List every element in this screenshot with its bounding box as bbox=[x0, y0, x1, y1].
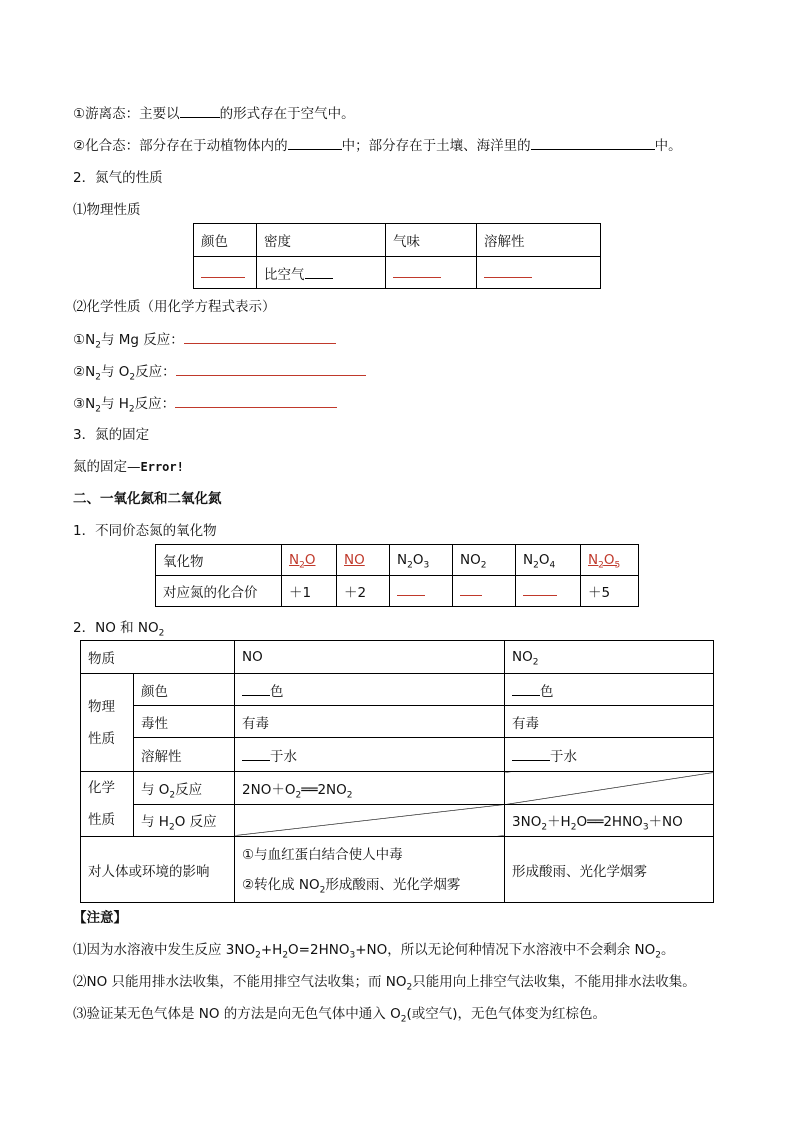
no-no2-table bbox=[80, 640, 714, 903]
label: 与 H bbox=[100, 396, 129, 412]
note-part: ⑵NO 只能用排水法收集，不能用排空气法收集；而 NO bbox=[73, 974, 407, 990]
subscript: 2 bbox=[406, 982, 413, 993]
free-state-text-end: 的形式存在于空气中。 bbox=[219, 106, 355, 122]
error-text: Error! bbox=[140, 460, 184, 474]
impact-label: 对人体或环境的影响 bbox=[81, 837, 235, 903]
eq-part: ＋NO bbox=[648, 814, 683, 831]
no2-h2o-equation bbox=[505, 804, 714, 837]
note-part: O=2HNO bbox=[288, 942, 350, 958]
fill-blank[interactable] bbox=[201, 264, 245, 278]
label-line: 性质 bbox=[88, 730, 115, 747]
formula-part: O bbox=[304, 552, 316, 568]
label-part: O 反应 bbox=[174, 814, 217, 831]
note-part: +NO，所以无论何种情况下水溶液中不会剩余 NO bbox=[355, 942, 656, 958]
subscript: 4 bbox=[549, 560, 556, 571]
no-solubility bbox=[235, 738, 505, 772]
row-label-valence: 对应氮的化合价 bbox=[156, 576, 282, 607]
no-o2-equation bbox=[235, 772, 505, 805]
no2-o2-empty bbox=[505, 772, 714, 805]
valence-n2o5: ＋5 bbox=[581, 576, 639, 607]
n2o5-formula bbox=[588, 552, 621, 571]
subscript: 3 bbox=[642, 822, 649, 833]
subscript: 2 bbox=[346, 790, 353, 801]
subscript: 2 bbox=[168, 822, 175, 833]
subscript: 2 bbox=[533, 560, 539, 571]
subscript: 2 bbox=[407, 560, 413, 571]
note-part: 。 bbox=[660, 942, 675, 958]
fill-blank[interactable] bbox=[180, 104, 220, 118]
eq-part: O══2HNO bbox=[576, 814, 643, 831]
subscript: 2 bbox=[255, 950, 261, 961]
subscript: 2 bbox=[480, 560, 487, 571]
subscript: 2 bbox=[541, 822, 548, 833]
subscript: 2 bbox=[282, 950, 289, 961]
no2-solubility bbox=[505, 738, 714, 772]
n2-mg-line bbox=[73, 330, 336, 349]
label-line: 化学 bbox=[88, 780, 115, 796]
subscript: 2 bbox=[570, 822, 577, 833]
formula-part: N bbox=[588, 552, 599, 568]
label: ①N bbox=[73, 332, 96, 348]
eq-part: 3NO bbox=[512, 814, 542, 831]
fill-blank[interactable] bbox=[305, 265, 333, 279]
subscript: 2 bbox=[655, 950, 661, 961]
fill-blank[interactable] bbox=[393, 264, 441, 278]
fill-blank[interactable] bbox=[531, 136, 655, 150]
section-heading-n2-properties: 2．氮气的性质 bbox=[73, 170, 163, 186]
formula-part: O bbox=[538, 552, 550, 568]
combined-state-line bbox=[73, 136, 682, 155]
no-color bbox=[235, 674, 505, 706]
odor-cell bbox=[386, 257, 477, 289]
no2-toxicity: 有毒 bbox=[505, 706, 714, 738]
header-density: 密度 bbox=[257, 224, 386, 257]
subscript: 2 bbox=[400, 1014, 407, 1025]
formula-part: N bbox=[289, 552, 300, 568]
label: 与 O bbox=[100, 364, 130, 380]
subscript: 2 bbox=[95, 340, 101, 351]
label-line: 性质 bbox=[88, 812, 115, 828]
oxide-n2o3 bbox=[390, 545, 453, 576]
toxicity-label: 毒性 bbox=[134, 706, 235, 738]
label-part: 与 O bbox=[141, 781, 170, 798]
fill-blank[interactable] bbox=[460, 582, 482, 596]
section-heading-fixation: 3．氮的固定 bbox=[73, 427, 150, 443]
formula-part: NO bbox=[460, 552, 481, 568]
formula-part: N bbox=[523, 552, 534, 568]
subscript: 5 bbox=[614, 560, 621, 571]
n2-o2-line bbox=[73, 362, 366, 381]
suffix: 色 bbox=[540, 683, 554, 700]
fill-blank[interactable] bbox=[176, 362, 366, 376]
header-odor: 气味 bbox=[386, 224, 477, 257]
subscript: 2 bbox=[95, 372, 101, 383]
no-h2o-empty bbox=[235, 804, 505, 837]
valence-no2 bbox=[453, 576, 516, 607]
notes-title: 【注意】 bbox=[73, 910, 127, 926]
subscript: 2 bbox=[532, 657, 539, 668]
no-impact bbox=[235, 837, 505, 903]
note-3 bbox=[73, 1005, 606, 1023]
header-solubility: 溶解性 bbox=[477, 224, 601, 257]
oxides-heading: 1．不同价态氮的氧化物 bbox=[73, 523, 217, 539]
no-toxicity: 有毒 bbox=[235, 706, 505, 738]
solubility-cell bbox=[477, 257, 601, 289]
suffix: 色 bbox=[270, 683, 284, 700]
impact-line: 形成酸雨、光化学烟雾 bbox=[325, 876, 461, 893]
note-part: +H bbox=[260, 942, 283, 958]
label: 反应： bbox=[135, 364, 176, 380]
header-color: 颜色 bbox=[194, 224, 257, 257]
part-heading-no-no2: 二、一氧化氮和二氧化氮 bbox=[73, 491, 222, 507]
fill-blank[interactable] bbox=[484, 264, 532, 278]
subscript: 2 bbox=[128, 404, 135, 415]
formula-part: NO bbox=[512, 649, 533, 665]
combined-state-text: ②化合态：部分存在于动植物体内的 bbox=[73, 138, 288, 154]
no2-impact: 形成酸雨、光化学烟雾 bbox=[505, 837, 714, 903]
suffix: 于水 bbox=[550, 748, 577, 765]
fill-blank[interactable] bbox=[512, 682, 540, 696]
header-no: NO bbox=[235, 641, 505, 674]
n2-physical-table bbox=[193, 223, 601, 289]
valence-n2o4 bbox=[516, 576, 581, 607]
impact-line: ①与血红蛋白结合使人中毒 bbox=[242, 846, 403, 863]
chemical-properties-heading: ⑵化学性质（用化学方程式表示） bbox=[73, 299, 276, 315]
oxide-n2o5 bbox=[581, 545, 639, 576]
eq-part: 2NO＋O bbox=[242, 781, 296, 798]
fill-blank[interactable] bbox=[512, 747, 550, 761]
header-no2 bbox=[505, 641, 714, 674]
combined-state-text-end: 中。 bbox=[654, 138, 682, 154]
subscript: 2 bbox=[295, 790, 302, 801]
subscript: 2 bbox=[158, 628, 165, 639]
label-part: 与 H bbox=[141, 814, 169, 831]
combined-state-text-mid: 中；部分存在于土壤、海洋里的 bbox=[341, 138, 531, 154]
label-line: 物理 bbox=[88, 698, 115, 715]
color-label: 颜色 bbox=[134, 674, 235, 706]
n2o-formula bbox=[289, 552, 316, 571]
valence-n2o3 bbox=[390, 576, 453, 607]
eq-part: ══2NO bbox=[301, 781, 347, 798]
physical-properties-heading: ⑴物理性质 bbox=[73, 202, 141, 218]
no2-color bbox=[505, 674, 714, 706]
subscript: 3 bbox=[349, 950, 356, 961]
subscript: 2 bbox=[598, 560, 604, 571]
header-substance: 物质 bbox=[81, 641, 235, 674]
note-part: 只能用向上排空气法收集，不能用排水法收集。 bbox=[412, 974, 696, 990]
react-o2-label bbox=[134, 772, 235, 805]
nitrogen-oxides-table bbox=[155, 544, 639, 607]
note-2 bbox=[73, 973, 696, 991]
physical-properties-label bbox=[81, 674, 134, 772]
react-h2o-label bbox=[134, 804, 235, 837]
fixation-text: 氮的固定— bbox=[73, 459, 141, 475]
fill-blank[interactable] bbox=[523, 582, 557, 596]
note-part: ⑴因为水溶液中发生反应 3NO bbox=[73, 942, 256, 958]
formula-part: O bbox=[412, 552, 424, 568]
subscript: 3 bbox=[423, 560, 430, 571]
free-state-line bbox=[73, 104, 355, 123]
eq-part: ＋H bbox=[547, 814, 571, 831]
formula-part: N bbox=[397, 552, 408, 568]
density-cell bbox=[257, 257, 386, 289]
oxide-n2o bbox=[282, 545, 337, 576]
note-part: (或空气)，无色气体变为红棕色。 bbox=[406, 1006, 607, 1022]
fixation-line bbox=[73, 458, 184, 476]
subscript: 2 bbox=[169, 790, 176, 801]
label: 与 Mg 反应： bbox=[100, 332, 184, 348]
subscript: 2 bbox=[299, 560, 305, 571]
chemical-properties-label bbox=[81, 772, 134, 837]
valence-n2o: ＋1 bbox=[282, 576, 337, 607]
oxide-no bbox=[337, 545, 390, 576]
row-label-oxide: 氧化物 bbox=[156, 545, 282, 576]
fill-blank[interactable] bbox=[397, 582, 425, 596]
no-no2-heading bbox=[73, 619, 164, 637]
label: ②N bbox=[73, 364, 96, 380]
label: 反应： bbox=[134, 396, 176, 412]
fill-blank[interactable] bbox=[175, 394, 337, 408]
heading-text: 2．NO 和 NO bbox=[73, 620, 159, 636]
note-part: ⑶验证某无色气体是 NO 的方法是向无色气体中通入 O bbox=[73, 1006, 401, 1022]
color-cell bbox=[194, 257, 257, 289]
subscript: 2 bbox=[129, 372, 136, 383]
fill-blank[interactable] bbox=[288, 136, 342, 150]
no-formula: NO bbox=[344, 552, 365, 568]
fill-blank[interactable] bbox=[242, 747, 270, 761]
density-prefix: 比空气 bbox=[264, 266, 305, 283]
oxide-no2 bbox=[453, 545, 516, 576]
fill-blank[interactable] bbox=[184, 330, 336, 344]
impact-line: ②转化成 NO bbox=[242, 876, 320, 893]
oxide-n2o4 bbox=[516, 545, 581, 576]
subscript: 2 bbox=[319, 885, 326, 896]
suffix: 于水 bbox=[270, 748, 297, 765]
fill-blank[interactable] bbox=[242, 682, 270, 696]
note-1 bbox=[73, 941, 674, 959]
solubility-label: 溶解性 bbox=[134, 738, 235, 772]
valence-no: ＋2 bbox=[337, 576, 390, 607]
free-state-text: ①游离态：主要以 bbox=[73, 106, 180, 122]
subscript: 2 bbox=[95, 404, 101, 415]
formula-part: O bbox=[603, 552, 615, 568]
label-part: 反应 bbox=[175, 781, 203, 798]
n2-h2-line bbox=[73, 394, 337, 413]
label: ③N bbox=[73, 396, 96, 412]
